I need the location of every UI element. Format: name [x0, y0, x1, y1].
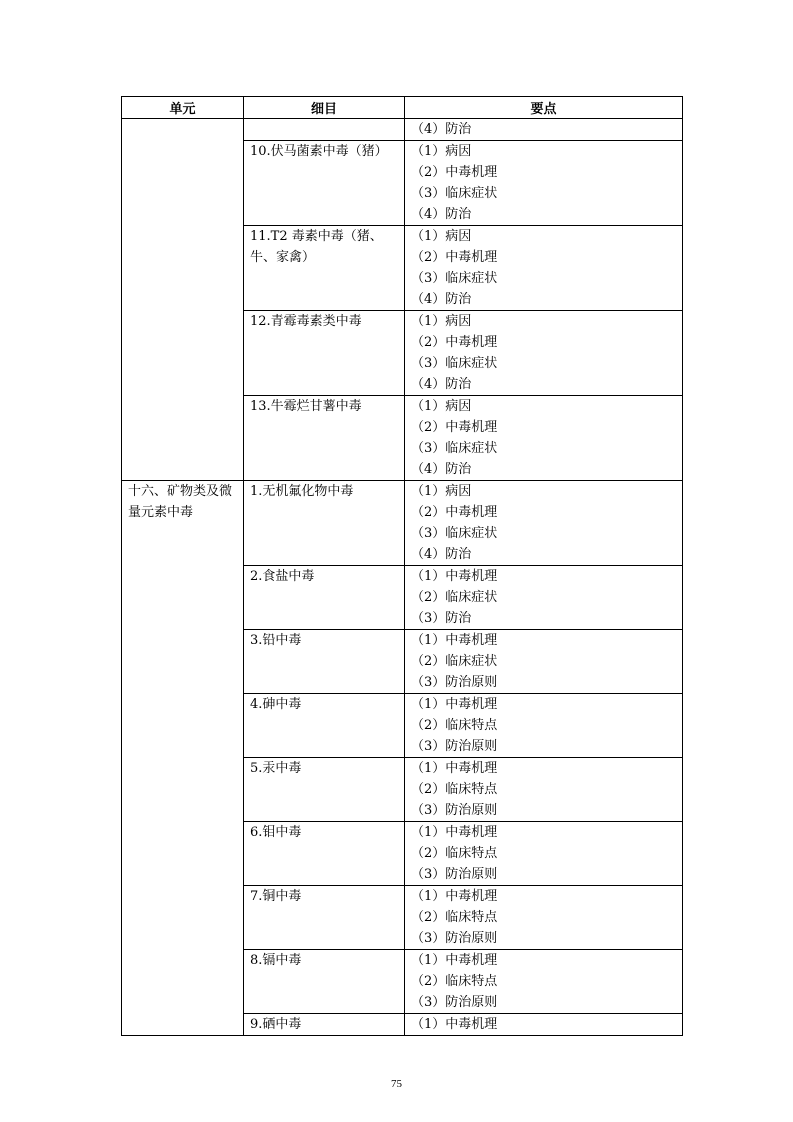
- point-item: （3）临床症状: [411, 271, 498, 286]
- point-item: （2）临床症状: [411, 590, 498, 605]
- detail-cell: [244, 566, 405, 630]
- points-cell: [405, 226, 683, 311]
- point-item: （3）临床症状: [411, 526, 498, 541]
- page-number: 75: [391, 1078, 402, 1090]
- detail-name: 12.青霉毒素类中毒: [250, 314, 362, 329]
- point-item: （2）中毒机理: [411, 335, 498, 350]
- detail-cell: [244, 1014, 405, 1036]
- point-item: （2）中毒机理: [411, 420, 498, 435]
- detail-name: 1.无机氟化物中毒: [250, 484, 354, 499]
- detail-cell: [244, 758, 405, 822]
- point-item: （1）病因: [411, 484, 472, 499]
- point-item: （4）防治: [411, 122, 472, 137]
- point-item: （3）临床症状: [411, 441, 498, 456]
- point-item: （1）中毒机理: [411, 825, 498, 840]
- point-item: （1）中毒机理: [411, 633, 498, 648]
- point-item: （4）防治: [411, 377, 472, 392]
- detail-cell: [244, 886, 405, 950]
- points-cell: [405, 758, 683, 822]
- header-unit: 单元: [122, 97, 244, 119]
- point-item: （1）中毒机理: [411, 569, 498, 584]
- point-item: （4）防治: [411, 207, 472, 222]
- detail-cell: [244, 119, 405, 141]
- point-item: （4）防治: [411, 462, 472, 477]
- point-item: （1）病因: [411, 144, 472, 159]
- header-detail: 细目: [244, 97, 405, 119]
- header-row: [122, 97, 683, 119]
- point-item: （4）防治: [411, 547, 472, 562]
- detail-cell: [244, 481, 405, 566]
- point-item: （3）防治原则: [411, 739, 498, 754]
- points-cell: [405, 630, 683, 694]
- detail-name: 4.砷中毒: [250, 697, 302, 712]
- point-item: （3）临床症状: [411, 186, 498, 201]
- points-cell: [405, 311, 683, 396]
- table-body: [122, 119, 683, 1036]
- point-item: （3）防治原则: [411, 675, 498, 690]
- point-item: （1）病因: [411, 399, 472, 414]
- syllabus-table: [121, 96, 683, 1036]
- detail-name: 6.钼中毒: [250, 825, 302, 840]
- point-item: （1）中毒机理: [411, 761, 498, 776]
- point-item: （1）中毒机理: [411, 889, 498, 904]
- points-cell: [405, 396, 683, 481]
- detail-name: 10.伏马菌素中毒（猪）: [250, 144, 388, 159]
- point-item: （1）中毒机理: [411, 697, 498, 712]
- point-item: （3）防治原则: [411, 803, 498, 818]
- points-cell: [405, 481, 683, 566]
- detail-cell: [244, 950, 405, 1014]
- unit-cell: [122, 119, 244, 481]
- point-item: （1）病因: [411, 314, 472, 329]
- detail-name: 9.硒中毒: [250, 1017, 302, 1032]
- point-item: （2）中毒机理: [411, 165, 498, 180]
- points-cell: [405, 1014, 683, 1036]
- point-item: （3）防治原则: [411, 931, 498, 946]
- detail-cell: [244, 226, 405, 311]
- points-cell: [405, 694, 683, 758]
- detail-cell: [244, 311, 405, 396]
- detail-cell: [244, 694, 405, 758]
- point-item: （2）临床特点: [411, 910, 498, 925]
- points-cell: [405, 822, 683, 886]
- detail-cell: [244, 396, 405, 481]
- detail-name: 13.牛霉烂甘薯中毒: [250, 399, 362, 414]
- points-cell: [405, 950, 683, 1014]
- point-item: （3）防治原则: [411, 995, 498, 1010]
- header-points: 要点: [405, 97, 683, 119]
- detail-name: 7.铜中毒: [250, 889, 302, 904]
- detail-cell: [244, 822, 405, 886]
- table-row: [122, 481, 683, 566]
- unit-name: 十六、矿物类及微量元素中毒: [128, 484, 233, 520]
- point-item: （3）临床症状: [411, 356, 498, 371]
- detail-name: 3.铅中毒: [250, 633, 302, 648]
- points-cell: [405, 886, 683, 950]
- point-item: （2）临床特点: [411, 846, 498, 861]
- point-item: （3）防治原则: [411, 867, 498, 882]
- point-item: （2）中毒机理: [411, 250, 498, 265]
- detail-name: 2.食盐中毒: [250, 569, 315, 584]
- detail-name: 11.T2 毒素中毒（猪、牛、家禽）: [250, 229, 383, 265]
- point-item: （2）临床特点: [411, 974, 498, 989]
- point-item: （2）中毒机理: [411, 505, 498, 520]
- table-row: [122, 119, 683, 141]
- detail-name: 8.镉中毒: [250, 953, 302, 968]
- points-cell: [405, 141, 683, 226]
- points-cell: [405, 566, 683, 630]
- point-item: （1）中毒机理: [411, 1017, 498, 1032]
- point-item: （2）临床症状: [411, 654, 498, 669]
- point-item: （3）防治: [411, 611, 472, 626]
- point-item: （1）病因: [411, 229, 472, 244]
- detail-cell: [244, 630, 405, 694]
- point-item: （2）临床特点: [411, 782, 498, 797]
- point-item: （4）防治: [411, 292, 472, 307]
- detail-cell: [244, 141, 405, 226]
- points-cell: [405, 119, 683, 141]
- detail-name: 5.汞中毒: [250, 761, 302, 776]
- point-item: （1）中毒机理: [411, 953, 498, 968]
- point-item: （2）临床特点: [411, 718, 498, 733]
- unit-cell: [122, 481, 244, 1036]
